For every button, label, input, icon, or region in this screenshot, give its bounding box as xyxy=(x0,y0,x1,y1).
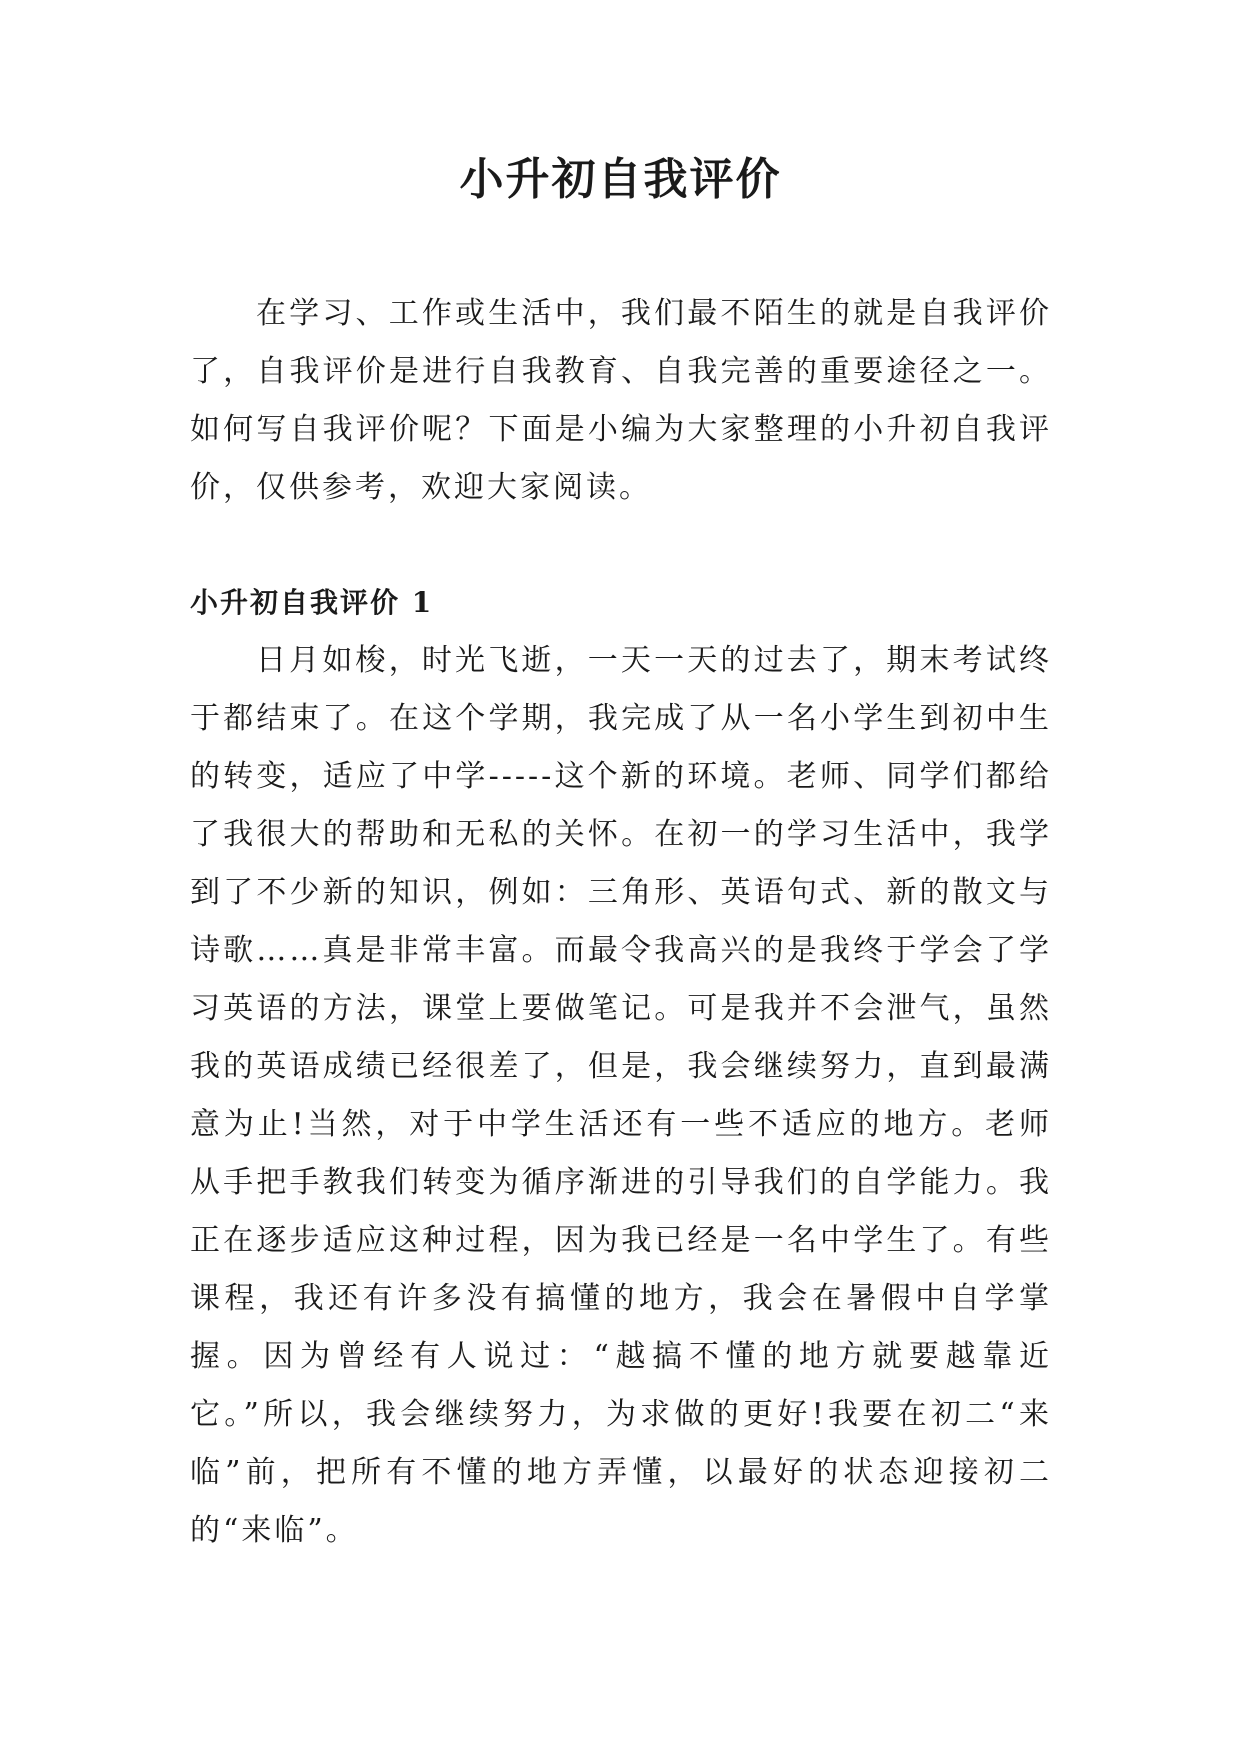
document-title: 小升初自我评价 xyxy=(459,154,782,205)
intro-paragraph: 在学习、工作或生活中，我们最不陌生的就是自我评价了，自我评价是进行自我教育、自我完善的重要途径之一。如何写自我评价呢？下面是小编为大家整理的小升初自我评价，仅供参考，欢迎大家阅读。 xyxy=(190,296,1052,505)
section-heading: 小升初自我评价 1 xyxy=(190,586,434,619)
section-body-paragraph: 日月如梭，时光飞逝，一天一天的过去了，期末考试终于都结束了。在这个学期，我完成了从一名小学生到初中生的转变，适应了中学-----这个新的环境。老师、同学们都给了我很大的帮助和无私的关怀。在初一的学习生活中，我学到了不少新的知识，例如：三角形、英语句式、新的散文与诗歌……真是非常丰富。而最令我高兴的是我终于学会了学习英语的方法，课堂上要做笔记。可是我并不会泄气，虽然我的英语成绩已经很差了，但是，我会继续努力，直到最满意为止!当然，对于中学生活还有一些不适应的地方。老师从手把手教我们转变为循序渐进的引导我们的自学能力。我正在逐步适应这种过程，因为我已经是一名中学生了。有些课程，我还有许多没有搞懂的地方，我会在暑假中自学掌握。因为曾经有人说过：“越搞不懂的地方就要越靠近它。”所以，我会继续努力，为求做的更好!我要在初二“来临”前，把所有不懂的地方弄懂，以最好的状态迎接初二的“来临”。 xyxy=(190,643,1052,1548)
